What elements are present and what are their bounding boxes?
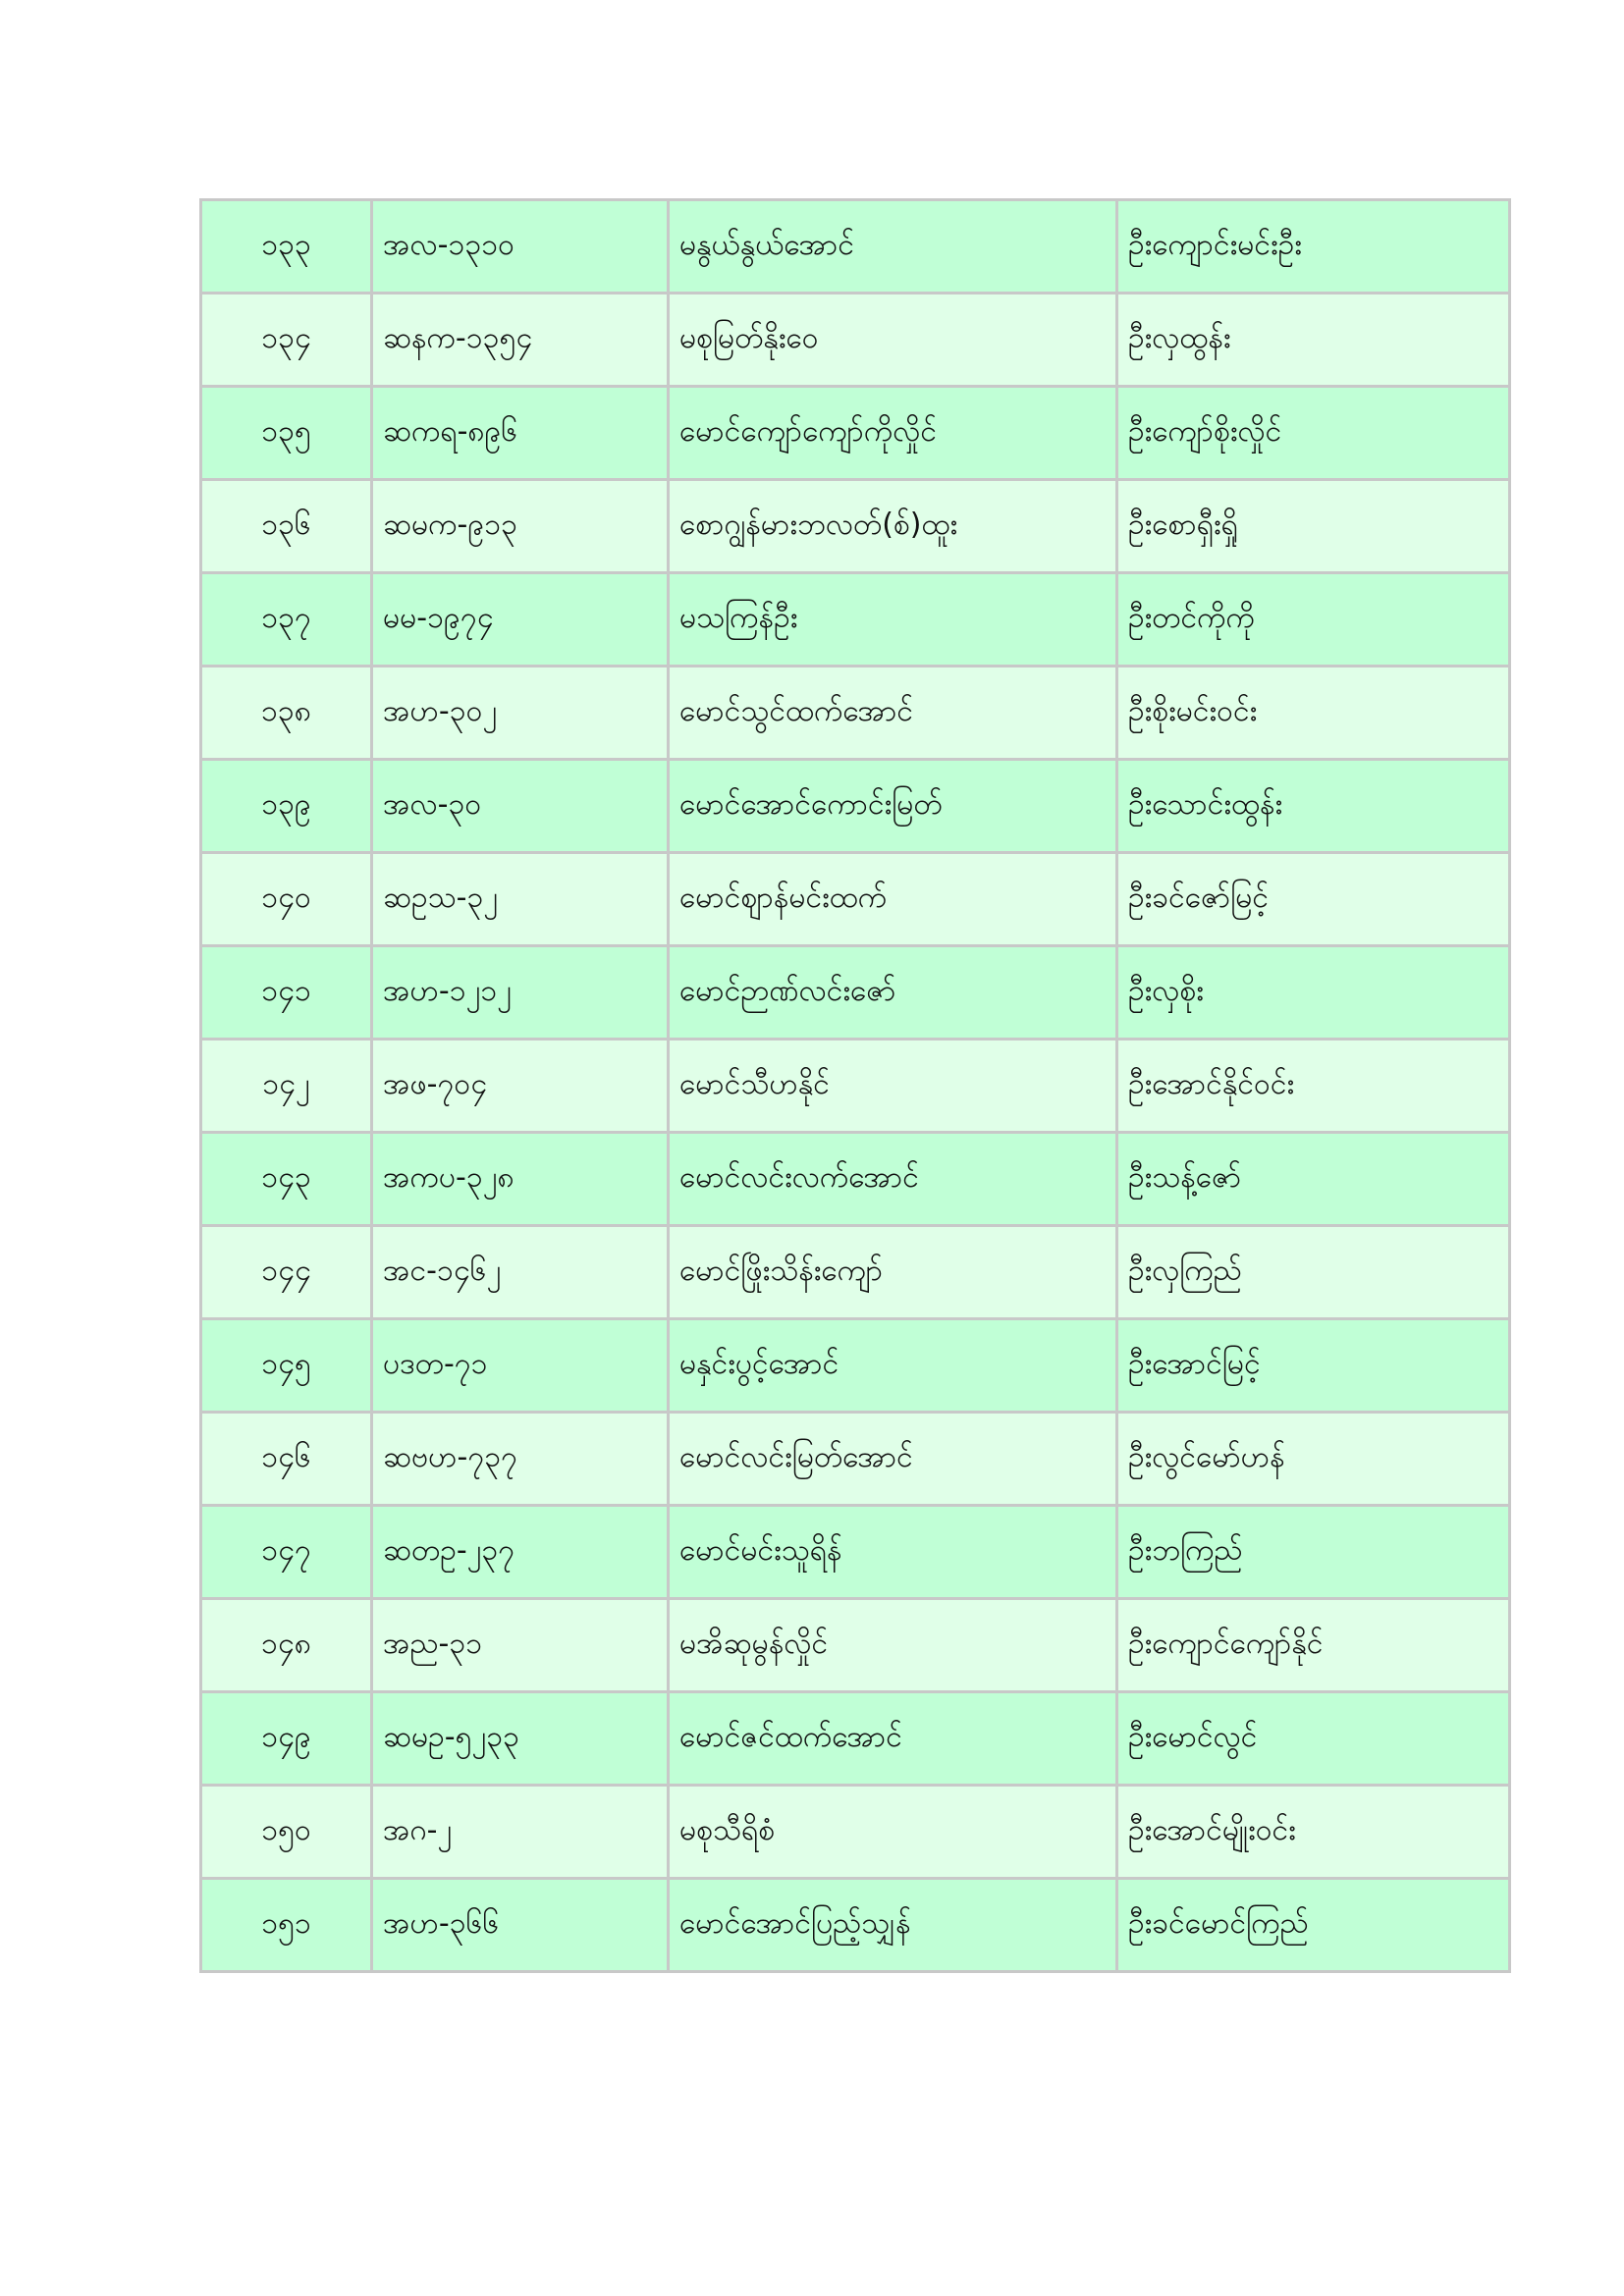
student-name-cell: မနွယ်နွယ်အောင် — [669, 200, 1117, 294]
student-name-cell: မောင်ဉာဏ်လင်းဇော် — [669, 946, 1117, 1040]
id-number-cell: အဟ-၃၆၆ — [372, 1879, 669, 1972]
father-name-cell: ဦးမောင်လွင် — [1117, 1692, 1510, 1786]
serial-number-cell: ၁၃၃ — [201, 200, 372, 294]
id-number-cell: အလ-၃၀ — [372, 760, 669, 853]
id-number-cell: ဆနက-၁၃၅၄ — [372, 294, 669, 387]
serial-number-cell: ၁၃၆ — [201, 480, 372, 573]
table-row — [201, 853, 1510, 946]
father-name-cell: ဦးကျောင်ကျော်နိုင် — [1117, 1599, 1510, 1692]
id-number-cell: ဆကရ-၈၉၆ — [372, 387, 669, 480]
father-name-cell: ဦးခင်မောင်ကြည် — [1117, 1879, 1510, 1972]
student-name-cell: မောင်လင်းမြတ်အောင် — [669, 1413, 1117, 1506]
id-number-cell: အင-၁၄၆၂ — [372, 1226, 669, 1319]
father-name-cell: ဦးလှကြည် — [1117, 1226, 1510, 1319]
father-name-cell: ဦးတင်ကိုကို — [1117, 573, 1510, 667]
id-number-cell: အကပ-၃၂၈ — [372, 1133, 669, 1226]
serial-number-cell: ၁၅၁ — [201, 1879, 372, 1972]
table-row — [201, 760, 1510, 853]
id-number-cell: အဟ-၁၂၁၂ — [372, 946, 669, 1040]
student-name-cell: မောင်အောင်ကောင်းမြတ် — [669, 760, 1117, 853]
id-number-cell: ပဒတ-၇၁ — [372, 1319, 669, 1413]
id-number-cell: ဆတဥ-၂၃၇ — [372, 1506, 669, 1599]
father-name-cell: ဦးအောင်မြင့် — [1117, 1319, 1510, 1413]
student-name-cell: မောင်မင်းသူရိန် — [669, 1506, 1117, 1599]
serial-number-cell: ၁၃၇ — [201, 573, 372, 667]
serial-number-cell: ၁၄၃ — [201, 1133, 372, 1226]
table-row — [201, 1133, 1510, 1226]
serial-number-cell: ၁၄၂ — [201, 1040, 372, 1133]
student-name-cell: မနှင်းပွင့်အောင် — [669, 1319, 1117, 1413]
table-row — [201, 573, 1510, 667]
serial-number-cell: ၁၄၇ — [201, 1506, 372, 1599]
student-roster-table — [199, 198, 1511, 1973]
student-name-cell: မောင်သီဟနိုင် — [669, 1040, 1117, 1133]
father-name-cell: ဦးကျော်စိုးလှိုင် — [1117, 387, 1510, 480]
table-row — [201, 667, 1510, 760]
table-row — [201, 1226, 1510, 1319]
serial-number-cell: ၁၃၈ — [201, 667, 372, 760]
father-name-cell: ဦးကျောင်းမင်းဦး — [1117, 200, 1510, 294]
serial-number-cell: ၁၄၅ — [201, 1319, 372, 1413]
table-row — [201, 946, 1510, 1040]
id-number-cell: ဆဗဟ-၇၃၇ — [372, 1413, 669, 1506]
id-number-cell: ဆဥသ-၃၂ — [372, 853, 669, 946]
id-number-cell: အဖ-၇၀၄ — [372, 1040, 669, 1133]
table-row — [201, 200, 1510, 294]
serial-number-cell: ၁၄၀ — [201, 853, 372, 946]
table-row — [201, 1879, 1510, 1972]
father-name-cell: ဦးစောရှီးရှို — [1117, 480, 1510, 573]
student-name-cell: မောင်သွင်ထက်အောင် — [669, 667, 1117, 760]
serial-number-cell: ၁၄၆ — [201, 1413, 372, 1506]
student-name-cell: မောင်ဇင်ထက်အောင် — [669, 1692, 1117, 1786]
table-row — [201, 1506, 1510, 1599]
serial-number-cell: ၁၅၀ — [201, 1786, 372, 1879]
roster-body — [201, 200, 1510, 1972]
student-name-cell: မောင်ကျော်ကျော်ကိုလှိုင် — [669, 387, 1117, 480]
father-name-cell: ဦးစိုးမင်းဝင်း — [1117, 667, 1510, 760]
serial-number-cell: ၁၃၄ — [201, 294, 372, 387]
serial-number-cell: ၁၃၅ — [201, 387, 372, 480]
serial-number-cell: ၁၄၄ — [201, 1226, 372, 1319]
student-name-cell: မောင်ဈာန်မင်းထက် — [669, 853, 1117, 946]
id-number-cell: အဂ-၂ — [372, 1786, 669, 1879]
id-number-cell: အည-၃၁ — [372, 1599, 669, 1692]
table-row — [201, 294, 1510, 387]
father-name-cell: ဦးလှစိုး — [1117, 946, 1510, 1040]
serial-number-cell: ၁၃၉ — [201, 760, 372, 853]
father-name-cell: ဦးသောင်းထွန်း — [1117, 760, 1510, 853]
student-name-cell: မစုမြတ်နိုးဝေ — [669, 294, 1117, 387]
table-row — [201, 1599, 1510, 1692]
student-name-cell: မောင်လင်းလက်အောင် — [669, 1133, 1117, 1226]
serial-number-cell: ၁၄၈ — [201, 1599, 372, 1692]
id-number-cell: မမ-၁၉၇၄ — [372, 573, 669, 667]
father-name-cell: ဦးဘကြည် — [1117, 1506, 1510, 1599]
table-row — [201, 1319, 1510, 1413]
student-name-cell: မအိဆုမွန်လှိုင် — [669, 1599, 1117, 1692]
serial-number-cell: ၁၄၁ — [201, 946, 372, 1040]
id-number-cell: အဟ-၃၀၂ — [372, 667, 669, 760]
id-number-cell: ဆမဥ-၅၂၃၃ — [372, 1692, 669, 1786]
student-name-cell: မောင်ဖြိုးသိန်းကျော် — [669, 1226, 1117, 1319]
serial-number-cell: ၁၄၉ — [201, 1692, 372, 1786]
table-row — [201, 480, 1510, 573]
table-row — [201, 1692, 1510, 1786]
id-number-cell: ဆမက-၉၁၃ — [372, 480, 669, 573]
father-name-cell: ဦးလှထွန်း — [1117, 294, 1510, 387]
table-row — [201, 1786, 1510, 1879]
student-name-cell: စောဂျွန်မားဘလတ်(စ်)ထူး — [669, 480, 1117, 573]
student-name-cell: မစုသီရိစံ — [669, 1786, 1117, 1879]
father-name-cell: ဦးလွင်မော်ဟန် — [1117, 1413, 1510, 1506]
table-row — [201, 1413, 1510, 1506]
student-name-cell: မောင်အောင်ပြည့်သျှန် — [669, 1879, 1117, 1972]
table-row — [201, 387, 1510, 480]
father-name-cell: ဦးအောင်နိုင်ဝင်း — [1117, 1040, 1510, 1133]
father-name-cell: ဦးသန့်ဇော် — [1117, 1133, 1510, 1226]
table-row — [201, 1040, 1510, 1133]
father-name-cell: ဦးခင်ဇော်မြင့် — [1117, 853, 1510, 946]
student-name-cell: မသကြန်ဦး — [669, 573, 1117, 667]
father-name-cell: ဦးအောင်မျိုးဝင်း — [1117, 1786, 1510, 1879]
id-number-cell: အလ-၁၃၁၀ — [372, 200, 669, 294]
